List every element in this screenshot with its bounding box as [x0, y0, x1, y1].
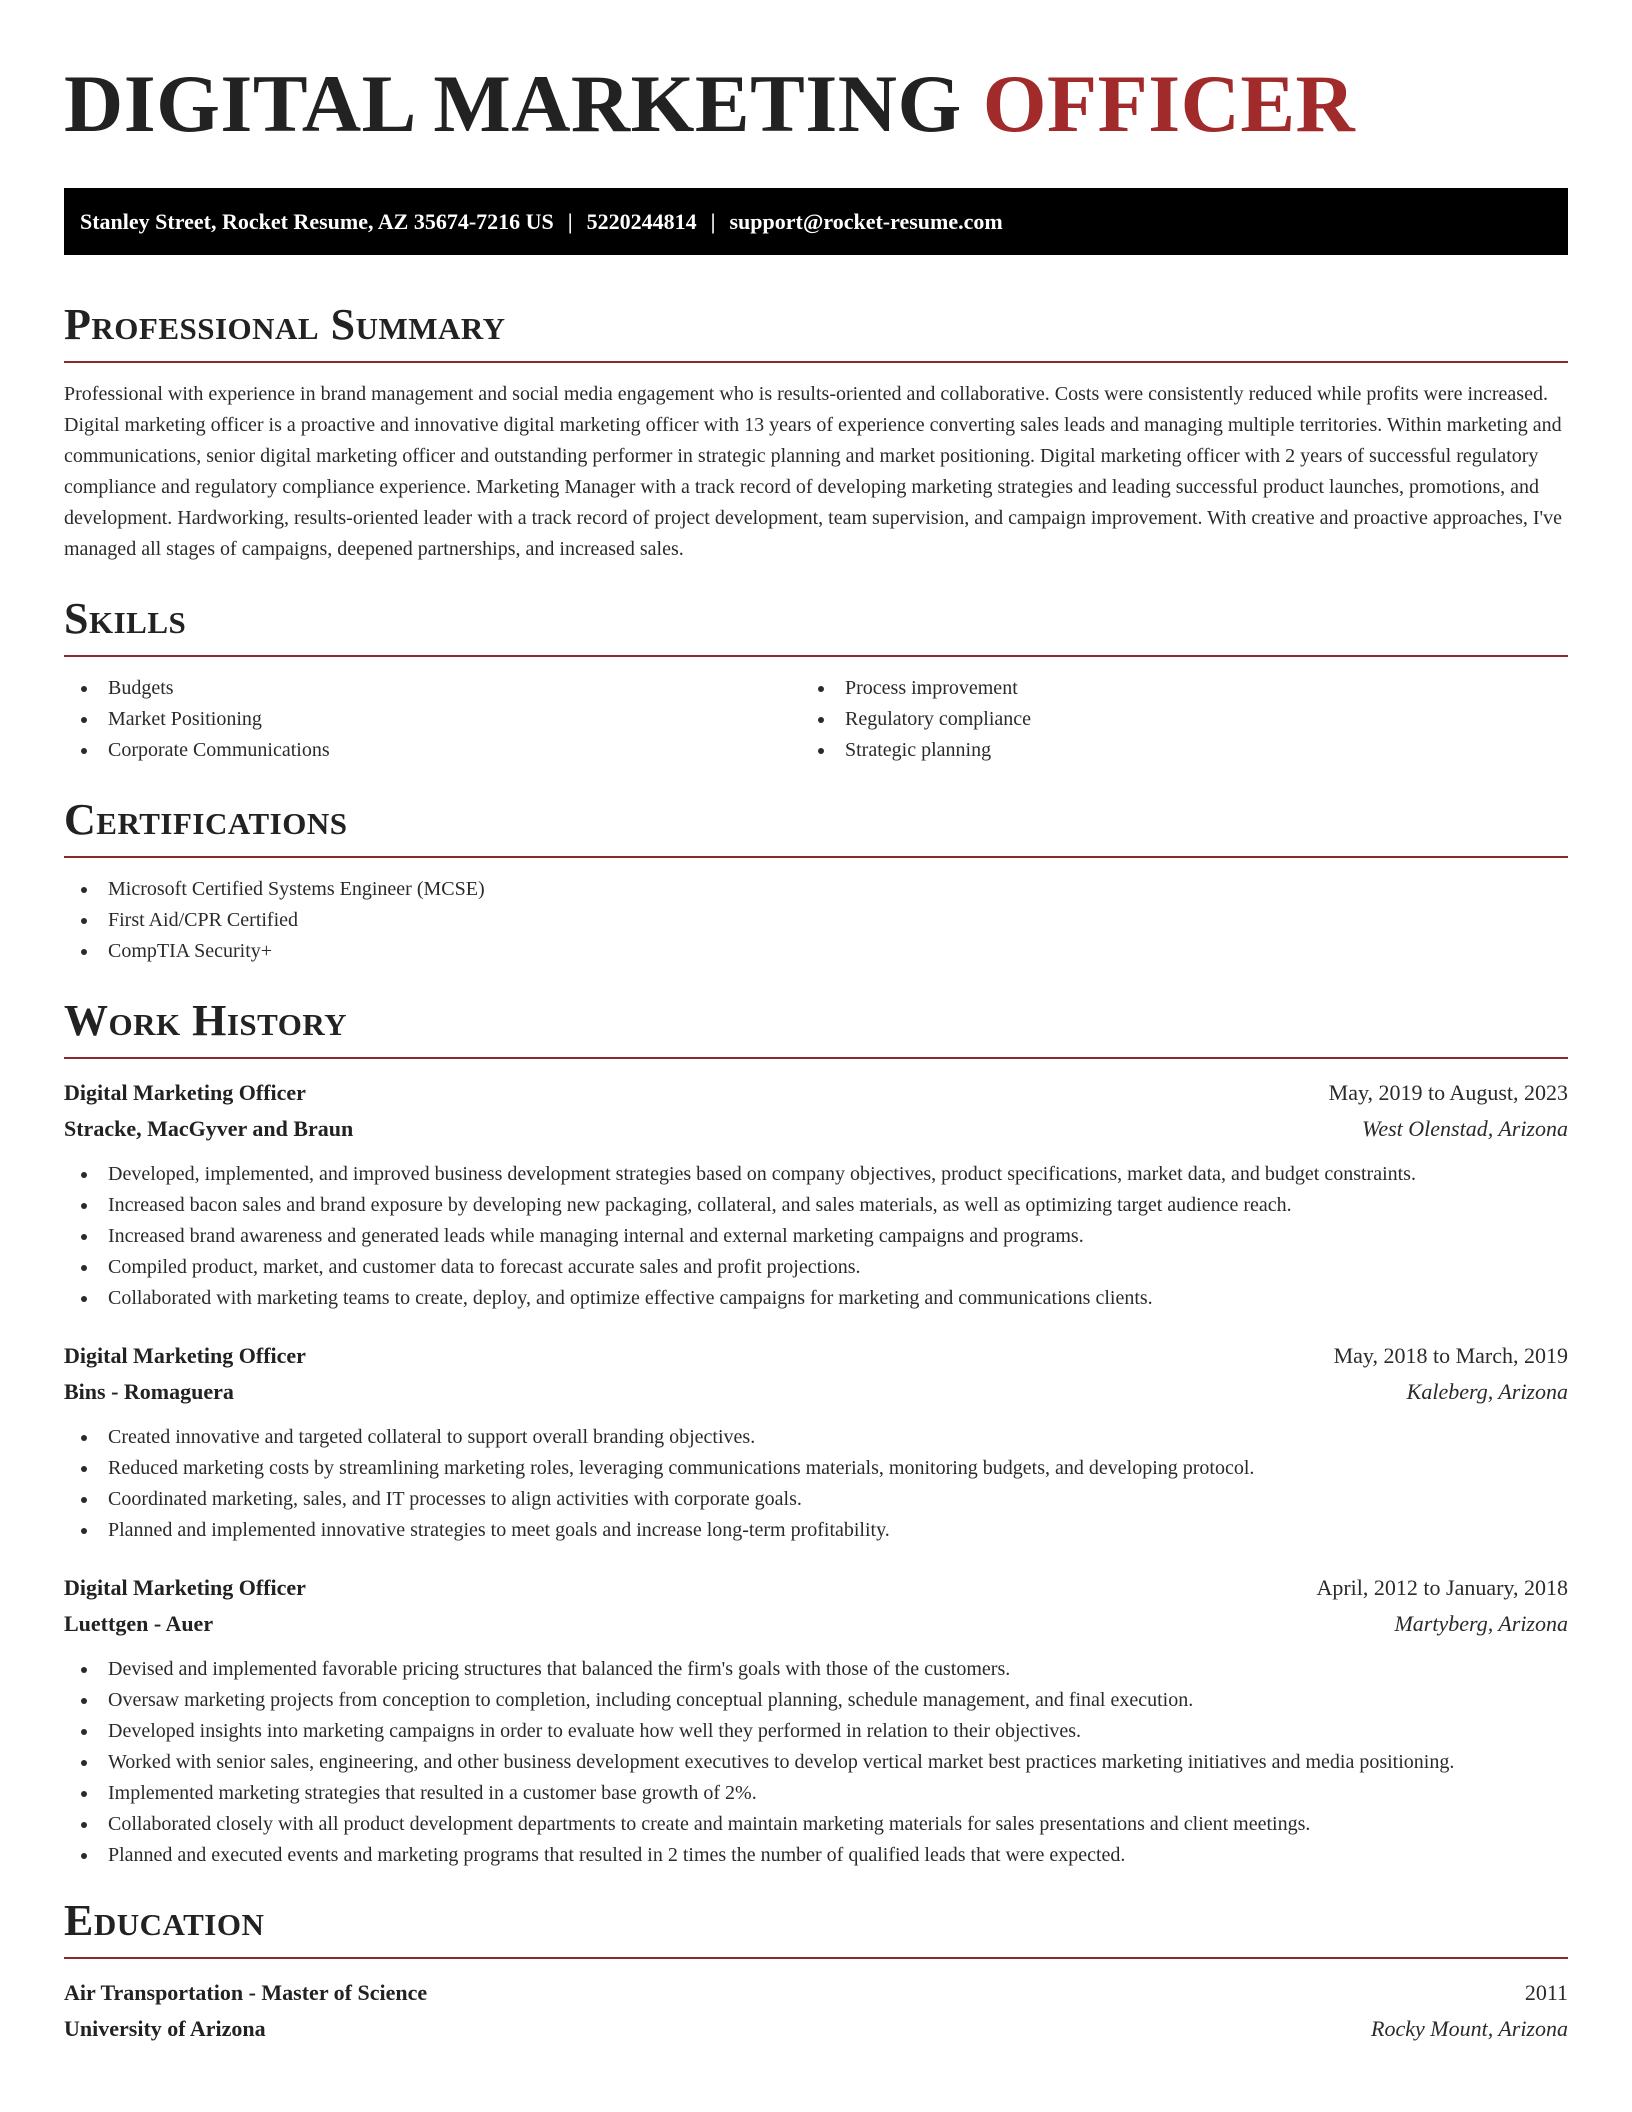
certification-item: Microsoft Certified Systems Engineer (MCSE) [64, 874, 1568, 905]
job-entry [64, 1570, 1568, 1871]
title-main: DIGITAL MARKETING [64, 58, 962, 149]
job-bullet: Increased bacon sales and brand exposure by developing new packaging, collateral, and sales materials, as well as optimizing target audience reach. [64, 1190, 1568, 1221]
job-bullet: Devised and implemented favorable pricing structures that balanced the firm's goals with those of the customers. [64, 1654, 1568, 1685]
job-bullet: Increased brand awareness and generated leads while managing internal and external marketing campaigns and programs. [64, 1221, 1568, 1252]
certifications-section [64, 794, 1568, 967]
education-section [64, 1895, 1568, 2047]
job-title-row [64, 1338, 1568, 1374]
job-company-row [64, 1111, 1568, 1147]
certifications-heading: Certifications [64, 795, 348, 844]
job-entry [64, 1075, 1568, 1314]
work-history-section [64, 995, 1568, 1871]
job-company: Stracke, MacGyver and Braun [64, 1116, 354, 1141]
summary-text: Professional with experience in brand management and social media engagement who is results-oriented and collaborative. Costs were consistently reduced while profits were increased. Digital marketing officer is a proactive and innovative digital marketing officer with 13 years of experience converting sales leads and managing multiple territories. Within marketing and communications, senior digital marketing officer and outstanding performer in strategic planning and market positioning. Digital marketing officer with 2 years of successful regulatory compliance and regulatory compliance experience. Marketing Manager with a track record of developing marketing strategies and leading successful product launches, promotions, and development. Hardworking, results-oriented leader with a track record of project development, team supervision, and campaign improvement. With creative and proactive approaches, I've managed all stages of campaigns, deepened partnerships, and increased sales. [64, 383, 1562, 560]
job-bullet: Reduced marketing costs by streamlining marketing roles, leveraging communications materials, monitoring budgets, and developing protocol. [64, 1453, 1568, 1484]
contact-phone: 5220244814 [586, 208, 697, 234]
education-year: 2011 [1524, 1980, 1568, 2005]
section-divider [64, 1957, 1568, 1959]
skills-column-2 [801, 673, 1553, 766]
education-heading: Education [64, 1896, 265, 1945]
skills-grid [64, 673, 1568, 766]
job-location: West Olenstad, Arizona [1362, 1116, 1568, 1141]
job-bullet: Developed insights into marketing campaigns in order to evaluate how well they performed in relation to their objectives. [64, 1716, 1568, 1747]
education-school: University of Arizona [64, 2016, 266, 2041]
job-bullet: Collaborated with marketing teams to create, deploy, and optimize effective campaigns for marketing and communications clients. [64, 1283, 1568, 1314]
section-divider [64, 856, 1568, 858]
summary-heading: Professional Summary [64, 300, 506, 349]
skill-item: Market Positioning [64, 704, 801, 735]
job-dates: May, 2019 to August, 2023 [1328, 1080, 1568, 1105]
skill-item: Budgets [64, 673, 801, 704]
job-bullet: Coordinated marketing, sales, and IT processes to align activities with corporate goals. [64, 1484, 1568, 1515]
job-bullet: Worked with senior sales, engineering, and other business development executives to develop vertical market best practices marketing initiatives and media positioning. [64, 1747, 1568, 1778]
job-title: Digital Marketing Officer [64, 1343, 306, 1368]
education-degree-row [64, 1975, 1568, 2011]
job-location: Martyberg, Arizona [1394, 1611, 1568, 1636]
certification-item: First Aid/CPR Certified [64, 905, 1568, 936]
education-school-row [64, 2011, 1568, 2047]
contact-separator: | [710, 208, 716, 234]
job-dates: May, 2018 to March, 2019 [1333, 1343, 1568, 1368]
job-company-row [64, 1606, 1568, 1642]
job-company: Luettgen - Auer [64, 1611, 214, 1636]
job-dates: April, 2012 to January, 2018 [1316, 1575, 1568, 1600]
title-accent: OFFICER [982, 58, 1356, 149]
section-divider [64, 655, 1568, 657]
skills-column-1 [64, 673, 801, 766]
skill-item: Corporate Communications [64, 735, 801, 766]
job-bullet: Oversaw marketing projects from conception to completion, including conceptual planning, schedule management, and final execution. [64, 1685, 1568, 1716]
skill-item: Regulatory compliance [801, 704, 1553, 735]
job-bullet: Developed, implemented, and improved business development strategies based on company objectives, product specifications, market data, and budget constraints. [64, 1159, 1568, 1190]
contact-separator: | [567, 208, 573, 234]
contact-address: Stanley Street, Rocket Resume, AZ 35674-7216 US [80, 208, 554, 234]
skill-item: Process improvement [801, 673, 1553, 704]
contact-bar [64, 188, 1568, 255]
certification-item: CompTIA Security+ [64, 936, 1568, 967]
resume-title [64, 56, 1568, 152]
contact-email: support@rocket-resume.com [729, 208, 1003, 234]
section-divider [64, 361, 1568, 363]
work-history-heading: Work History [64, 996, 348, 1045]
job-bullet: Implemented marketing strategies that resulted in a customer base growth of 2%. [64, 1778, 1568, 1809]
job-company-row [64, 1374, 1568, 1410]
job-bullet: Collaborated closely with all product development departments to create and maintain marketing materials for sales presentations and client meetings. [64, 1809, 1568, 1840]
job-title: Digital Marketing Officer [64, 1080, 306, 1105]
job-bullet: Planned and implemented innovative strategies to meet goals and increase long-term profitability. [64, 1515, 1568, 1546]
education-degree: Air Transportation - Master of Science [64, 1980, 428, 2005]
job-title-row [64, 1075, 1568, 1111]
skill-item: Strategic planning [801, 735, 1553, 766]
job-bullet: Created innovative and targeted collateral to support overall branding objectives. [64, 1422, 1568, 1453]
job-bullet: Compiled product, market, and customer data to forecast accurate sales and profit projections. [64, 1252, 1568, 1283]
job-entry [64, 1338, 1568, 1546]
job-title-row [64, 1570, 1568, 1606]
job-bullets [64, 1654, 1568, 1871]
skills-heading: Skills [64, 594, 187, 643]
job-bullets [64, 1159, 1568, 1314]
job-bullets [64, 1422, 1568, 1546]
job-bullet: Planned and executed events and marketing programs that resulted in 2 times the number of qualified leads that were expected. [64, 1840, 1568, 1871]
education-location: Rocky Mount, Arizona [1371, 2016, 1568, 2041]
summary-section [64, 299, 1568, 565]
job-title: Digital Marketing Officer [64, 1575, 306, 1600]
certifications-list [64, 874, 1568, 967]
job-company: Bins - Romaguera [64, 1379, 234, 1404]
job-location: Kaleberg, Arizona [1406, 1379, 1568, 1404]
section-divider [64, 1057, 1568, 1059]
skills-section [64, 593, 1568, 766]
